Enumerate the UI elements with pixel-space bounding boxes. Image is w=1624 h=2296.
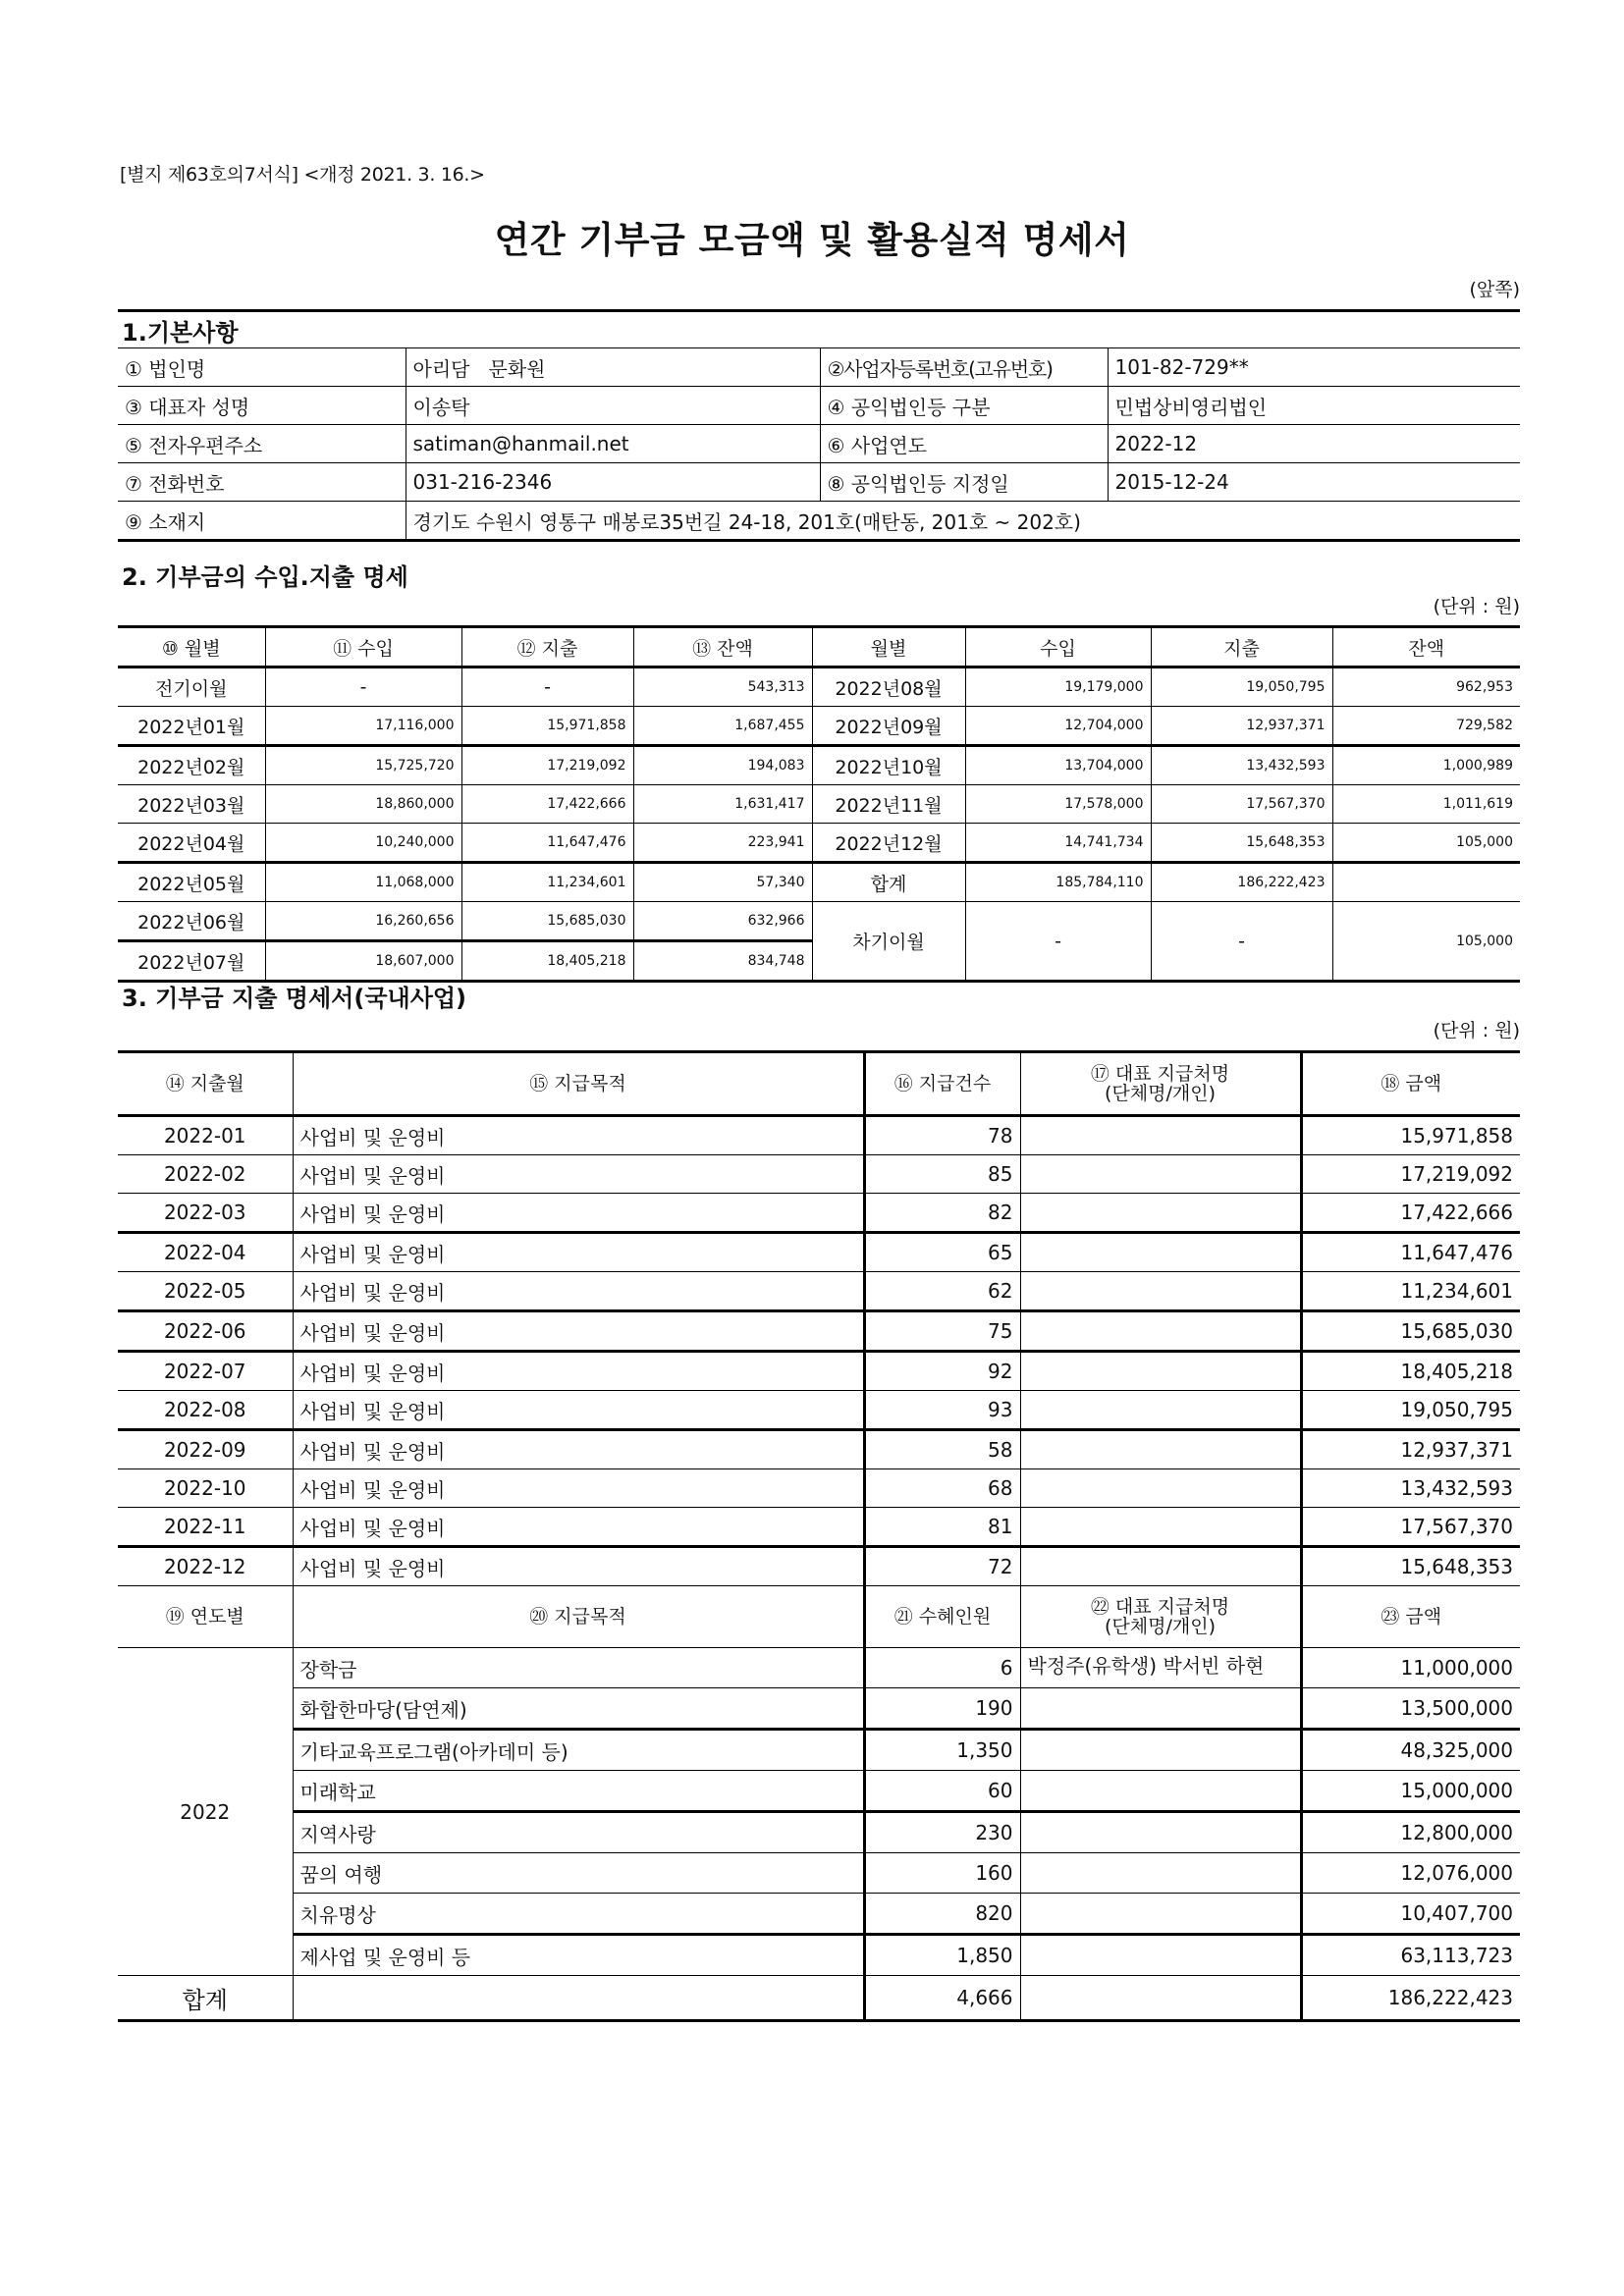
total-expense-cell: 186,222,423 bbox=[1151, 863, 1332, 902]
balance-cell: 1,631,417 bbox=[633, 785, 812, 824]
income-cell: 19,179,000 bbox=[965, 667, 1151, 707]
count-cell: 230 bbox=[864, 1812, 1020, 1853]
month-cell: 2022-05 bbox=[118, 1272, 293, 1311]
amount-cell: 12,076,000 bbox=[1301, 1853, 1520, 1894]
purpose-cell: 사업비 및 운영비 bbox=[293, 1352, 864, 1391]
table-row bbox=[118, 1648, 1520, 1688]
count-cell: 85 bbox=[864, 1155, 1020, 1194]
recipient-cell bbox=[1020, 1311, 1301, 1352]
month-cell: 2022-09 bbox=[118, 1430, 293, 1469]
amount-cell: 13,500,000 bbox=[1301, 1688, 1520, 1730]
balance-cell: 543,313 bbox=[633, 667, 812, 707]
info-row bbox=[118, 387, 1520, 425]
month-cell: 2022년03월 bbox=[118, 785, 265, 824]
info-label: ⑦ 전화번호 bbox=[118, 463, 406, 502]
income-cell: 16,260,656 bbox=[265, 902, 461, 941]
month-cell: 전기이월 bbox=[118, 667, 265, 707]
info-value: 아리담 문화원 bbox=[406, 348, 820, 387]
col-header-recipient-line1: ㉒ 대표 지급처명 bbox=[1090, 1596, 1230, 1618]
table-header-row bbox=[118, 1052, 1520, 1116]
purpose-cell: 사업비 및 운영비 bbox=[293, 1311, 864, 1352]
month-cell: 2022-12 bbox=[118, 1547, 293, 1586]
info-label: ③ 대표자 성명 bbox=[118, 387, 406, 425]
amount-cell: 15,971,858 bbox=[1301, 1116, 1520, 1155]
income-expense-table bbox=[118, 625, 1520, 983]
count-cell: 60 bbox=[864, 1771, 1020, 1812]
expenditure-table bbox=[118, 1050, 1520, 2022]
col-header: 수입 bbox=[965, 627, 1151, 667]
recipient-cell bbox=[1020, 1853, 1301, 1894]
amount-cell: 17,219,092 bbox=[1301, 1155, 1520, 1194]
info-label: ① 법인명 bbox=[118, 348, 406, 387]
purpose-cell: 제사업 및 운영비 등 bbox=[293, 1935, 864, 1976]
month-cell: 2022년01월 bbox=[118, 707, 265, 746]
month-cell: 2022년07월 bbox=[118, 941, 265, 982]
page-side-note: (앞쪽) bbox=[1469, 279, 1520, 300]
month-cell: 2022-07 bbox=[118, 1352, 293, 1391]
year-cell: 2022 bbox=[118, 1648, 293, 1976]
amount-cell: 12,937,371 bbox=[1301, 1430, 1520, 1469]
info-row bbox=[118, 425, 1520, 463]
amount-cell: 10,407,700 bbox=[1301, 1894, 1520, 1935]
recipient-cell bbox=[1020, 1272, 1301, 1311]
balance-cell: 962,953 bbox=[1332, 667, 1520, 707]
income-cell: 15,725,720 bbox=[265, 746, 461, 785]
balance-cell: 57,340 bbox=[633, 863, 812, 902]
page-title: 연간 기부금 모금액 및 활용실적 명세서 bbox=[494, 219, 1130, 261]
purpose-cell: 미래학교 bbox=[293, 1771, 864, 1812]
col-header: ⑮ 지급목적 bbox=[293, 1052, 864, 1116]
month-cell: 2022년08월 bbox=[812, 667, 965, 707]
recipient-cell bbox=[1020, 1194, 1301, 1233]
recipient-cell bbox=[1020, 1730, 1301, 1771]
recipient-cell: 박정주(유학생) 박서빈 하현 bbox=[1020, 1648, 1301, 1688]
table-row bbox=[118, 1272, 1520, 1311]
col-header: ⑲ 연도별 bbox=[118, 1586, 293, 1648]
amount-cell: 11,234,601 bbox=[1301, 1272, 1520, 1311]
col-header: ⑫ 지출 bbox=[461, 627, 633, 667]
recipient-cell bbox=[1020, 1155, 1301, 1194]
table-row bbox=[118, 902, 1520, 941]
col-header: 지출 bbox=[1151, 627, 1332, 667]
expense-cell: 17,567,370 bbox=[1151, 785, 1332, 824]
info-label: ④ 공익법인등 구분 bbox=[820, 387, 1108, 425]
table-row bbox=[118, 1508, 1520, 1547]
income-cell: 12,704,000 bbox=[965, 707, 1151, 746]
income-cell: 18,607,000 bbox=[265, 941, 461, 982]
table-header-row bbox=[118, 1586, 1520, 1648]
section2-unit: (단위 : 원) bbox=[1433, 596, 1520, 617]
purpose-cell: 치유명상 bbox=[293, 1894, 864, 1935]
table-row bbox=[118, 1812, 1520, 1853]
expense-cell: 11,234,601 bbox=[461, 863, 633, 902]
info-row bbox=[118, 348, 1520, 387]
amount-cell: 15,000,000 bbox=[1301, 1771, 1520, 1812]
count-cell: 68 bbox=[864, 1469, 1020, 1508]
amount-cell: 15,648,353 bbox=[1301, 1547, 1520, 1586]
amount-cell: 17,567,370 bbox=[1301, 1508, 1520, 1547]
table-row bbox=[118, 1853, 1520, 1894]
info-label: ⑤ 전자우편주소 bbox=[118, 425, 406, 463]
table-row bbox=[118, 667, 1520, 707]
recipient-cell bbox=[1020, 1547, 1301, 1586]
recipient-cell bbox=[1020, 1430, 1301, 1469]
purpose-cell: 꿈의 여행 bbox=[293, 1853, 864, 1894]
col-header: ㉑ 수혜인원 bbox=[864, 1586, 1020, 1648]
month-cell: 2022년04월 bbox=[118, 824, 265, 863]
table-row bbox=[118, 1688, 1520, 1730]
count-cell: 65 bbox=[864, 1233, 1020, 1272]
expense-cell: 17,422,666 bbox=[461, 785, 633, 824]
purpose-cell: 사업비 및 운영비 bbox=[293, 1430, 864, 1469]
table-row bbox=[118, 1311, 1520, 1352]
month-cell: 2022년06월 bbox=[118, 902, 265, 941]
recipient-cell bbox=[1020, 1116, 1301, 1155]
month-cell: 2022-02 bbox=[118, 1155, 293, 1194]
amount-cell: 19,050,795 bbox=[1301, 1391, 1520, 1430]
col-header: ⑬ 잔액 bbox=[633, 627, 812, 667]
purpose-cell: 사업비 및 운영비 bbox=[293, 1547, 864, 1586]
table-row bbox=[118, 824, 1520, 863]
form-number: [별지 제63호의7서식] <개정 2021. 3. 16.> bbox=[120, 164, 485, 186]
expense-cell: 15,648,353 bbox=[1151, 824, 1332, 863]
count-cell: 75 bbox=[864, 1311, 1020, 1352]
purpose-cell: 사업비 및 운영비 bbox=[293, 1508, 864, 1547]
count-cell: 820 bbox=[864, 1894, 1020, 1935]
income-cell: 11,068,000 bbox=[265, 863, 461, 902]
info-label: ⑨ 소재지 bbox=[118, 502, 406, 541]
month-cell: 2022-08 bbox=[118, 1391, 293, 1430]
table-row bbox=[118, 1116, 1520, 1155]
recipient-cell bbox=[1020, 1391, 1301, 1430]
col-header-recipient bbox=[1020, 1586, 1301, 1648]
month-cell: 2022-01 bbox=[118, 1116, 293, 1155]
info-label: ⑧ 공익법인등 지정일 bbox=[820, 463, 1108, 502]
recipient-cell bbox=[1020, 1894, 1301, 1935]
month-cell: 2022-11 bbox=[118, 1508, 293, 1547]
section1-heading: 1.기본사항 bbox=[118, 311, 1520, 348]
info-value: 031-216-2346 bbox=[406, 463, 820, 502]
expense-cell: 11,647,476 bbox=[461, 824, 633, 863]
month-cell: 2022년11월 bbox=[812, 785, 965, 824]
info-value: 이송탁 bbox=[406, 387, 820, 425]
balance-cell: 1,011,619 bbox=[1332, 785, 1520, 824]
basic-info-table bbox=[118, 309, 1520, 542]
carry-forward-balance: 105,000 bbox=[1332, 902, 1520, 982]
carry-forward-expense: - bbox=[1151, 902, 1332, 982]
balance-cell: 105,000 bbox=[1332, 824, 1520, 863]
purpose-cell: 화합한마당(담연제) bbox=[293, 1688, 864, 1730]
table-row bbox=[118, 1391, 1520, 1430]
info-value: 2022-12 bbox=[1108, 425, 1520, 463]
month-cell: 2022년12월 bbox=[812, 824, 965, 863]
purpose-cell: 장학금 bbox=[293, 1648, 864, 1688]
income-cell: - bbox=[265, 667, 461, 707]
count-cell: 62 bbox=[864, 1272, 1020, 1311]
expense-cell: 13,432,593 bbox=[1151, 746, 1332, 785]
month-cell: 2022-04 bbox=[118, 1233, 293, 1272]
col-header: 월별 bbox=[812, 627, 965, 667]
income-cell: 17,116,000 bbox=[265, 707, 461, 746]
count-cell: 93 bbox=[864, 1391, 1020, 1430]
recipient-cell bbox=[1020, 1352, 1301, 1391]
table-row bbox=[118, 1194, 1520, 1233]
recipient-cell bbox=[1020, 1508, 1301, 1547]
expense-cell: 15,971,858 bbox=[461, 707, 633, 746]
total-amount: 186,222,423 bbox=[1301, 1976, 1520, 2021]
total-label: 합계 bbox=[118, 1976, 293, 2021]
carry-forward-income: - bbox=[965, 902, 1151, 982]
info-row-address bbox=[118, 502, 1520, 541]
table-row bbox=[118, 707, 1520, 746]
month-cell: 2022년10월 bbox=[812, 746, 965, 785]
count-cell: 1,850 bbox=[864, 1935, 1020, 1976]
info-value: 101-82-729** bbox=[1108, 348, 1520, 387]
income-cell: 14,741,734 bbox=[965, 824, 1151, 863]
total-count: 4,666 bbox=[864, 1976, 1020, 2021]
count-cell: 82 bbox=[864, 1194, 1020, 1233]
amount-cell: 48,325,000 bbox=[1301, 1730, 1520, 1771]
count-cell: 1,350 bbox=[864, 1730, 1020, 1771]
table-row bbox=[118, 1155, 1520, 1194]
income-cell: 13,704,000 bbox=[965, 746, 1151, 785]
col-header: ⑭ 지출월 bbox=[118, 1052, 293, 1116]
table-row bbox=[118, 746, 1520, 785]
purpose-cell: 기타교육프로그램(아카데미 등) bbox=[293, 1730, 864, 1771]
amount-cell: 11,000,000 bbox=[1301, 1648, 1520, 1688]
purpose-cell: 사업비 및 운영비 bbox=[293, 1116, 864, 1155]
recipient-cell bbox=[1020, 1935, 1301, 1976]
table-row bbox=[118, 1771, 1520, 1812]
purpose-cell: 사업비 및 운영비 bbox=[293, 1469, 864, 1508]
section2-heading: 2. 기부금의 수입.지출 명세 bbox=[122, 563, 408, 591]
count-cell: 160 bbox=[864, 1853, 1020, 1894]
info-label: ⑥ 사업연도 bbox=[820, 425, 1108, 463]
count-cell: 92 bbox=[864, 1352, 1020, 1391]
table-row bbox=[118, 1469, 1520, 1508]
expense-cell: 19,050,795 bbox=[1151, 667, 1332, 707]
total-purpose-empty bbox=[293, 1976, 864, 2021]
col-header: ⑪ 수입 bbox=[265, 627, 461, 667]
col-header-recipient-line2: (단체명/개인) bbox=[1105, 1083, 1216, 1104]
recipient-cell bbox=[1020, 1469, 1301, 1508]
recipient-cell bbox=[1020, 1771, 1301, 1812]
recipient-cell bbox=[1020, 1812, 1301, 1853]
purpose-cell: 사업비 및 운영비 bbox=[293, 1233, 864, 1272]
balance-cell: 194,083 bbox=[633, 746, 812, 785]
col-header: ⑩ 월별 bbox=[118, 627, 265, 667]
amount-cell: 63,113,723 bbox=[1301, 1935, 1520, 1976]
income-cell: 17,578,000 bbox=[965, 785, 1151, 824]
col-header: ㉓ 금액 bbox=[1301, 1586, 1520, 1648]
purpose-cell: 지역사랑 bbox=[293, 1812, 864, 1853]
month-cell: 2022년09월 bbox=[812, 707, 965, 746]
balance-cell: 1,687,455 bbox=[633, 707, 812, 746]
table-row bbox=[118, 1894, 1520, 1935]
table-row bbox=[118, 1547, 1520, 1586]
month-cell: 2022-10 bbox=[118, 1469, 293, 1508]
expense-cell: - bbox=[461, 667, 633, 707]
info-value: 민법상비영리법인 bbox=[1108, 387, 1520, 425]
table-row bbox=[118, 1935, 1520, 1976]
balance-cell: 632,966 bbox=[633, 902, 812, 941]
count-cell: 6 bbox=[864, 1648, 1020, 1688]
income-cell: 10,240,000 bbox=[265, 824, 461, 863]
table-row bbox=[118, 1430, 1520, 1469]
count-cell: 72 bbox=[864, 1547, 1020, 1586]
month-cell: 2022년02월 bbox=[118, 746, 265, 785]
table-row bbox=[118, 1352, 1520, 1391]
income-cell: 18,860,000 bbox=[265, 785, 461, 824]
info-value-address: 경기도 수원시 영통구 매봉로35번길 24-18, 201호(매탄동, 201호 ~ 202호) bbox=[406, 502, 1520, 541]
total-recipient-empty bbox=[1020, 1976, 1301, 2021]
count-cell: 78 bbox=[864, 1116, 1020, 1155]
recipient-cell bbox=[1020, 1233, 1301, 1272]
purpose-cell: 사업비 및 운영비 bbox=[293, 1391, 864, 1430]
info-value: 2015-12-24 bbox=[1108, 463, 1520, 502]
amount-cell: 12,800,000 bbox=[1301, 1812, 1520, 1853]
amount-cell: 15,685,030 bbox=[1301, 1311, 1520, 1352]
table-row bbox=[118, 863, 1520, 902]
carry-forward-label: 차기이월 bbox=[812, 902, 965, 982]
table-header-row bbox=[118, 627, 1520, 667]
amount-cell: 18,405,218 bbox=[1301, 1352, 1520, 1391]
section3-heading: 3. 기부금 지출 명세서(국내사업) bbox=[122, 985, 467, 1012]
table-row bbox=[118, 1233, 1520, 1272]
recipient-cell bbox=[1020, 1688, 1301, 1730]
purpose-cell: 사업비 및 운영비 bbox=[293, 1155, 864, 1194]
count-cell: 58 bbox=[864, 1430, 1020, 1469]
col-header: ⑱ 금액 bbox=[1301, 1052, 1520, 1116]
total-income-cell: 185,784,110 bbox=[965, 863, 1151, 902]
count-cell: 81 bbox=[864, 1508, 1020, 1547]
section3-unit: (단위 : 원) bbox=[1433, 1020, 1520, 1041]
total-balance-cell bbox=[1332, 863, 1520, 902]
balance-cell: 223,941 bbox=[633, 824, 812, 863]
table-row bbox=[118, 785, 1520, 824]
balance-cell: 729,582 bbox=[1332, 707, 1520, 746]
info-row bbox=[118, 463, 1520, 502]
expense-cell: 15,685,030 bbox=[461, 902, 633, 941]
month-cell: 2022년05월 bbox=[118, 863, 265, 902]
expense-cell: 18,405,218 bbox=[461, 941, 633, 982]
count-cell: 190 bbox=[864, 1688, 1020, 1730]
total-row bbox=[118, 1976, 1520, 2021]
col-header: ⑯ 지급건수 bbox=[864, 1052, 1020, 1116]
expense-cell: 17,219,092 bbox=[461, 746, 633, 785]
col-header: ⑳ 지급목적 bbox=[293, 1586, 864, 1648]
col-header-recipient-line2: (단체명/개인) bbox=[1105, 1616, 1216, 1637]
info-label: ②사업자등록번호(고유번호) bbox=[820, 348, 1108, 387]
col-header: 잔액 bbox=[1332, 627, 1520, 667]
info-value: satiman@hanmail.net bbox=[406, 425, 820, 463]
table-row bbox=[118, 1730, 1520, 1771]
total-label-cell: 합계 bbox=[812, 863, 965, 902]
month-cell: 2022-03 bbox=[118, 1194, 293, 1233]
purpose-cell: 사업비 및 운영비 bbox=[293, 1272, 864, 1311]
balance-cell: 1,000,989 bbox=[1332, 746, 1520, 785]
amount-cell: 17,422,666 bbox=[1301, 1194, 1520, 1233]
purpose-cell: 사업비 및 운영비 bbox=[293, 1194, 864, 1233]
amount-cell: 11,647,476 bbox=[1301, 1233, 1520, 1272]
col-header-recipient-line1: ⑰ 대표 지급처명 bbox=[1090, 1063, 1230, 1085]
balance-cell: 834,748 bbox=[633, 941, 812, 982]
col-header-recipient bbox=[1020, 1052, 1301, 1116]
amount-cell: 13,432,593 bbox=[1301, 1469, 1520, 1508]
month-cell: 2022-06 bbox=[118, 1311, 293, 1352]
expense-cell: 12,937,371 bbox=[1151, 707, 1332, 746]
